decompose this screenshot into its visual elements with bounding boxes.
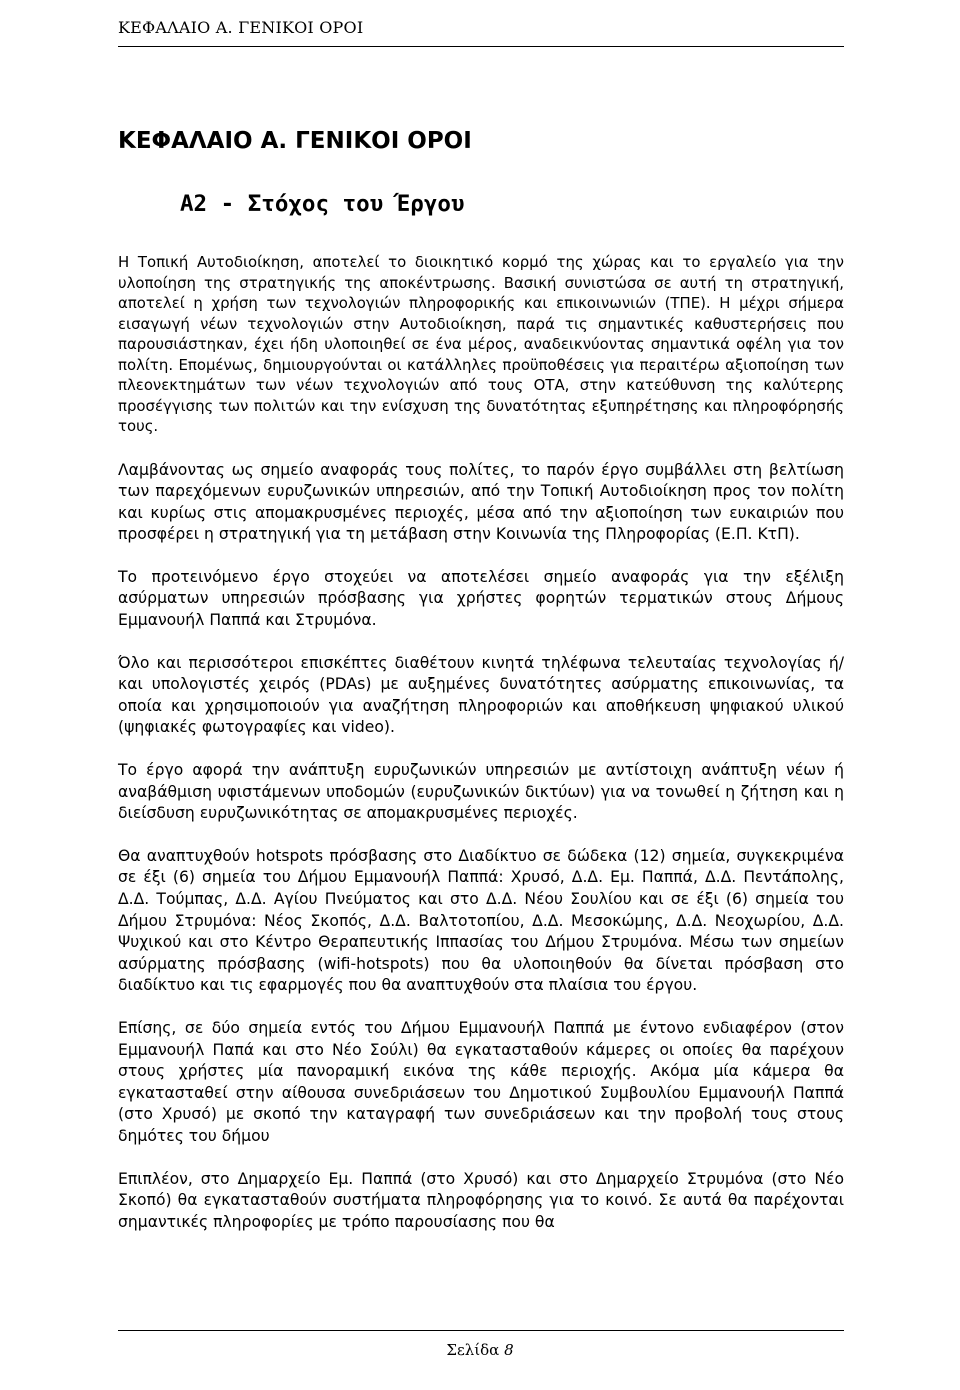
paragraph-2: Λαμβάνοντας ως σημείο αναφοράς τους πολίτες, το παρόν έργο συμβάλλει στη βελτίωση των παρεχόμενων ευρυζωνικών υπηρεσιών, από την Τοπική Αυτοδιοίκηση προς τον πολίτη και κυρίως στις απομακρυσμένες περιοχές, μέσα από την αξιοποίηση των ευκαιριών που προσφέρει η στρατηγική για τη μετάβαση στην Κοινωνία της Πληροφορίας (Ε.Π. ΚτΠ). bbox=[118, 460, 844, 544]
header-divider bbox=[118, 46, 844, 47]
paragraph-3: Το προτεινόμενο έργο στοχεύει να αποτελέσει σημείο αναφοράς για την εξέλιξη ασύρματων υπηρεσιών πρόσβασης για χρήστες φορητών τερματικών στους Δήμους Εμμανουήλ Παππά και Στρυμόνα. bbox=[118, 567, 844, 630]
paragraph-4: Όλο και περισσότεροι επισκέπτες διαθέτουν κινητά τηλέφωνα τελευταίας τεχνολογίας ή/και υπολογιστές χειρός (PDAs) με αυξημένες δυνατότητες ασύρματης επικοινωνίας, τα οποία και χρησιμοποιούν για αναζήτηση πληροφοριών και αποθήκευση ψηφιακού υλικού (ψηφιακές φωτογραφίες και video). bbox=[118, 653, 844, 737]
page-number-value: 8 bbox=[504, 1341, 514, 1359]
paragraph-7: Επίσης, σε δύο σημεία εντός του Δήμου Εμμανουήλ Παππά με έντονο ενδιαφέρον (στον Εμμανουήλ Παπά και στο Νέο Σούλι) θα εγκατασταθούν κάμερες οι οποίες θα παρέχουν στους χρήστες μία πανοραμική εικόνα της κάθε περιοχής. Ακόμα μία κάμερα θα εγκατασταθεί στην αίθουσα συνεδριάσεων του Δημοτικού Συμβουλίου Εμμανουήλ Παππά (στο Χρυσό) με σκοπό την καταγραφή των συνεδριάσεων και την προβολή τους στους δημότες του δήμου bbox=[118, 1018, 844, 1145]
running-header: ΚΕΦΑΛΑΙΟ Α. ΓΕΝΙΚΟΙ ΟΡΟΙ bbox=[118, 18, 364, 37]
footer-divider bbox=[118, 1330, 844, 1331]
paragraph-6: Θα αναπτυχθούν hotspots πρόσβασης στο Διαδίκτυο σε δώδεκα (12) σημεία, συγκεκριμένα σε έξι (6) σημεία του Δήμου Εμμανουήλ Παππά: Χρυσό, Δ.Δ. Εμ. Παππά, Δ.Δ. Πεντάπολης, Δ.Δ. Τούμπας, Δ.Δ. Αγίου Πνεύματος και στο Δ.Δ. Νέου Σουλίου και σε έξι (6) σημεία του Δήμου Στρυμόνα: Νέος Σκοπός, Δ.Δ. Βαλτοτοπίου, Δ.Δ. Μεσοκώμης, Δ.Δ. Νεοχωρίου, Δ.Δ. Ψυχικού και στο Κέντρο Θεραπευτικής Ιππασίας του Δήμου Στρυμόνα. Μέσω των σημείων ασύρματης πρόσβασης (wifi-hotspots) που θα υλοποιηθούν θα δίνεται πρόσβαση στο διαδίκτυο και τις εφαρμογές που θα αναπτυχθούν στα πλαίσια του έργου. bbox=[118, 846, 844, 995]
page-number bbox=[0, 1341, 960, 1359]
section-title: Α2 - Στόχος του Έργου bbox=[180, 191, 465, 217]
chapter-title: ΚΕΦΑΛΑΙΟ Α. ΓΕΝΙΚΟΙ ΟΡΟΙ bbox=[118, 128, 472, 154]
paragraph-5: Το έργο αφορά την ανάπτυξη ευρυζωνικών υπηρεσιών με αντίστοιχη ανάπτυξη νέων ή αναβάθμιση υφιστάμενων υποδομών (ευρυζωνικών δικτύων) για να τονωθεί η ζήτηση και η διείσδυση ευρυζωνικότητας σε απομακρυσμένες περιοχές. bbox=[118, 761, 844, 823]
paragraph-1: Η Τοπική Αυτοδιοίκηση, αποτελεί το διοικητικό κορμό της χώρας και το εργαλείο για την υλοποίηση της στρατηγικής της αποκέντρωσης. Βασική συνιστώσα σε αυτή τη στρατηγική, αποτελεί η χρήση των τεχνολογιών πληροφορικής και επικοινωνιών (ΤΠΕ). Η μέχρι σήμερα εισαγωγή νέων τεχνολογιών στην Αυτοδιοίκηση, παρά τις σημαντικές καθυστερήσεις που παρουσιάστηκαν, έχει ήδη υλοποιηθεί σε ένα μέρος, αναδεικνύοντας σημαντικά οφέλη για τον πολίτη. Επομένως, δημιουργούνται οι κατάλληλες προϋποθέσεις για περαιτέρω αξιοποίηση των πλεονεκτημάτων των νέων τεχνολογιών από τους ΟΤΑ, στην κατεύθυνση της καλύτερης προσέγγισης των πολιτών και την ενίσχυση της δυνατότητας εξυπηρέτησης και πληροφόρησής τους. bbox=[118, 253, 844, 435]
page-label: Σελίδα bbox=[446, 1341, 500, 1359]
paragraph-8: Επιπλέον, στο Δημαρχείο Εμ. Παππά (στο Χρυσό) και στο Δημαρχείο Στρυμόνα (στο Νέο Σκοπό) θα εγκατασταθούν συστήματα πληροφόρησης για το κοινό. Σε αυτά θα παρέχονται σημαντικές πληροφορίες με τρόπο παρουσίασης που θα bbox=[118, 1169, 844, 1231]
document-body bbox=[118, 252, 844, 1233]
